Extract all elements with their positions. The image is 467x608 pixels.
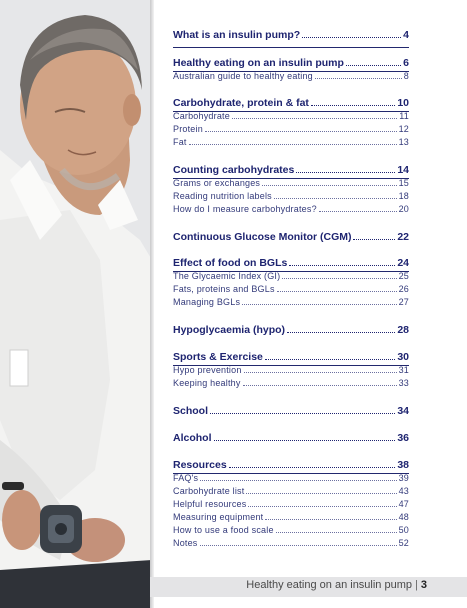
dot-leader	[353, 239, 395, 240]
toc-page-number: 48	[398, 512, 409, 522]
toc-subitem-entry[interactable]	[173, 365, 409, 375]
toc-subitem-entry[interactable]	[173, 297, 409, 307]
toc-section-entry[interactable]	[173, 432, 409, 444]
toc-subitem-title: Fat	[173, 137, 187, 147]
dot-leader	[302, 37, 401, 38]
toc-page-number: 26	[398, 284, 409, 294]
footer-document-title: Healthy eating on an insulin pump	[246, 579, 413, 591]
dot-leader	[346, 65, 401, 66]
section-underline	[173, 47, 409, 48]
toc-page-number: 15	[398, 178, 409, 188]
dot-leader	[244, 372, 397, 373]
dot-leader	[277, 291, 397, 292]
toc-section-entry[interactable]	[173, 405, 409, 417]
toc-subitem-entry[interactable]	[173, 486, 409, 496]
toc-subitem-title: How to use a food scale	[173, 525, 274, 535]
dot-leader	[287, 332, 395, 333]
toc-section-title: Alcohol	[173, 432, 212, 444]
toc-subitem-entry[interactable]	[173, 124, 409, 134]
toc-page-number: 24	[397, 257, 409, 269]
toc-page-number: 47	[398, 499, 409, 509]
toc-section-title: Resources	[173, 459, 227, 471]
toc-subitem-entry[interactable]	[173, 111, 409, 121]
toc-subitem-entry[interactable]	[173, 284, 409, 294]
toc-subitem-title: Hypo prevention	[173, 365, 242, 375]
toc-page-number: 8	[403, 71, 409, 81]
toc-page-number: 50	[398, 525, 409, 535]
toc-page-number: 20	[398, 204, 409, 214]
photo-edge	[150, 0, 154, 608]
page-footer	[246, 579, 427, 591]
toc-subitem-title: How do I measure carbohydrates?	[173, 204, 317, 214]
toc-subitem-title: Helpful resources	[173, 499, 247, 509]
toc-page-number: 30	[397, 351, 409, 363]
dot-leader	[189, 144, 397, 145]
dot-leader	[282, 278, 396, 279]
toc-section-title: Hypoglycaemia (hypo)	[173, 324, 286, 336]
toc-subitem-entry[interactable]	[173, 512, 409, 522]
toc-subitem-entry[interactable]	[173, 191, 409, 201]
dot-leader	[248, 506, 396, 507]
toc-subitem-title: Protein	[173, 124, 203, 134]
toc-subitem-title: Reading nutrition labels	[173, 191, 272, 201]
toc-subitem-title: The Glycaemic Index (GI)	[173, 271, 281, 281]
toc-page-number: 10	[397, 97, 409, 109]
toc-subitem-entry[interactable]	[173, 538, 409, 548]
toc-page-number: 11	[399, 111, 409, 121]
toc-section-title: What is an insulin pump?	[173, 29, 301, 41]
toc-page-number: 28	[397, 324, 409, 336]
toc-section-title: Counting carbohydrates	[173, 164, 295, 176]
toc-subitem-title: FAQ's	[173, 473, 199, 483]
dot-leader	[205, 131, 397, 132]
toc-section-entry[interactable]	[173, 324, 409, 336]
toc-section-entry[interactable]	[173, 351, 409, 363]
toc-subitem-entry[interactable]	[173, 137, 409, 147]
toc-section-title: Carbohydrate, protein & fat	[173, 97, 309, 109]
footer-separator: |	[415, 579, 418, 591]
dot-leader	[243, 385, 397, 386]
toc-subitem-entry[interactable]	[173, 204, 409, 214]
toc-section-entry[interactable]	[173, 57, 409, 69]
toc-subitem-title: Managing BGLs	[173, 297, 241, 307]
toc-page-number: 4	[403, 29, 409, 41]
toc-subitem-title: Australian guide to healthy eating	[173, 71, 313, 81]
toc-page-number: 33	[398, 378, 409, 388]
toc-page-number: 52	[398, 538, 409, 548]
dot-leader	[265, 359, 395, 360]
toc-section-title: School	[173, 405, 209, 417]
toc-section-entry[interactable]	[173, 29, 409, 41]
dot-leader	[289, 265, 395, 266]
footer-page-number: 3	[420, 579, 427, 591]
dot-leader	[200, 480, 396, 481]
toc-section-title: Continuous Glucose Monitor (CGM)	[173, 231, 352, 243]
toc-page-number: 14	[397, 164, 409, 176]
toc-section-entry[interactable]	[173, 257, 409, 269]
dot-leader	[311, 105, 395, 106]
toc-subitem-title: Measuring equipment	[173, 512, 264, 522]
toc-subitem-entry[interactable]	[173, 525, 409, 535]
toc-section-entry[interactable]	[173, 459, 409, 471]
toc-subitem-title: Notes	[173, 538, 198, 548]
dot-leader	[214, 440, 396, 441]
toc-subitem-entry[interactable]	[173, 271, 409, 281]
toc-section-title: Healthy eating on an insulin pump	[173, 57, 344, 69]
dot-leader	[242, 304, 396, 305]
toc-subitem-title: Keeping healthy	[173, 378, 241, 388]
toc-subitem-entry[interactable]	[173, 71, 409, 81]
toc-section-title: Sports & Exercise	[173, 351, 263, 363]
toc-section-entry[interactable]	[173, 231, 409, 243]
toc-page-number: 13	[398, 137, 409, 147]
toc-subitem-title: Carbohydrate	[173, 111, 230, 121]
toc-subitem-entry[interactable]	[173, 378, 409, 388]
dot-leader	[276, 532, 397, 533]
toc-page-number: 6	[403, 57, 409, 69]
toc-section-title: Effect of food on BGLs	[173, 257, 288, 269]
toc-section-entry[interactable]	[173, 97, 409, 109]
toc-page-number: 36	[397, 432, 409, 444]
toc-page-number: 39	[398, 473, 409, 483]
dot-leader	[229, 467, 396, 468]
toc-page-number: 12	[398, 124, 409, 134]
cover-photo	[0, 0, 152, 608]
toc-page-number: 27	[398, 297, 409, 307]
toc-subitem-entry[interactable]	[173, 499, 409, 509]
toc-subitem-entry[interactable]	[173, 473, 409, 483]
dot-leader	[296, 172, 395, 173]
toc-section-entry[interactable]	[173, 164, 409, 176]
dot-leader	[274, 198, 397, 199]
dot-leader	[262, 185, 396, 186]
toc-page-number: 38	[397, 459, 409, 471]
toc-page-number: 25	[398, 271, 409, 281]
dot-leader	[232, 118, 397, 119]
man-holding-insulin-pump-illustration	[0, 0, 152, 608]
dot-leader	[246, 493, 396, 494]
dot-leader	[210, 413, 395, 414]
toc-page-number: 43	[398, 486, 409, 496]
toc-subitem-title: Fats, proteins and BGLs	[173, 284, 275, 294]
toc-page-number: 31	[398, 365, 409, 375]
dot-leader	[265, 519, 396, 520]
toc-subitem-entry[interactable]	[173, 178, 409, 188]
dot-leader	[200, 545, 397, 546]
toc-page-number: 34	[397, 405, 409, 417]
toc-page-number: 18	[398, 191, 409, 201]
dot-leader	[315, 78, 402, 79]
dot-leader	[319, 211, 397, 212]
toc-subitem-title: Carbohydrate list	[173, 486, 245, 496]
toc-page-number: 22	[397, 231, 409, 243]
toc-subitem-title: Grams or exchanges	[173, 178, 261, 188]
